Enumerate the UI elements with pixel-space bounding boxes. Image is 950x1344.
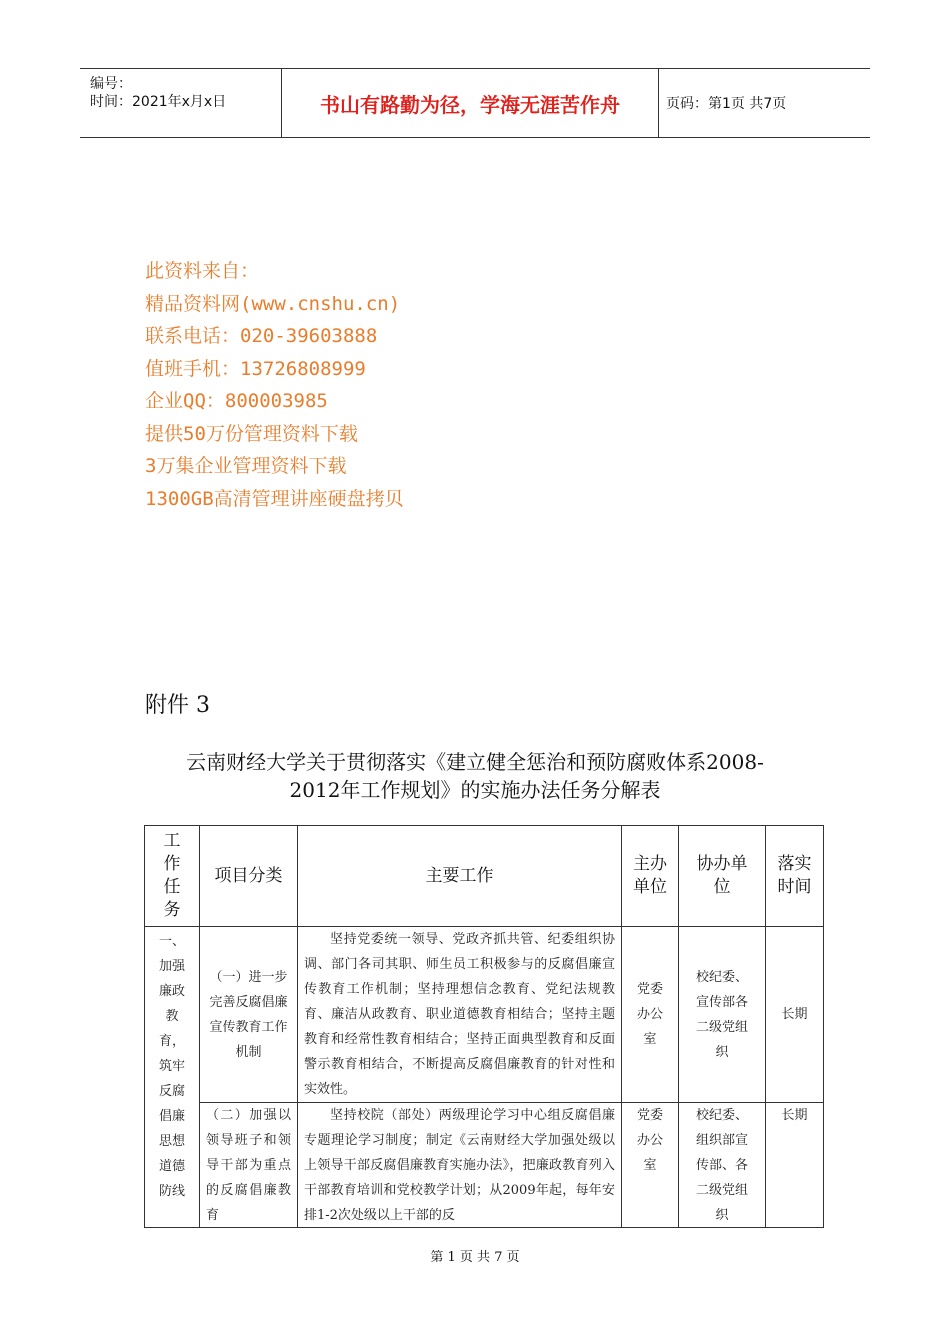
category-cell: （二）加强以领导班子和领导干部为重点的反腐倡廉教育 <box>200 1103 298 1228</box>
table-header-row <box>145 826 824 927</box>
assist-cell: 校纪委、组织部宣传部、各二级党组织 <box>679 1103 766 1228</box>
header-time: 落实时间 <box>766 826 824 927</box>
source-line: 值班手机：13726808999 <box>145 357 366 380</box>
time-cell: 长期 <box>766 927 824 1103</box>
lead-cell: 党委办公室 <box>622 927 679 1103</box>
header-category: 项目分类 <box>200 826 298 927</box>
source-line: 联系电话：020-39603888 <box>145 325 378 347</box>
time-cell: 长期 <box>766 1103 824 1228</box>
category-cell: （一）进一步完善反腐倡廉宣传教育工作机制 <box>200 927 298 1103</box>
header-task: 工作任务 <box>145 826 200 927</box>
header-lead: 主办单位 <box>622 826 679 927</box>
source-line: 3万集企业管理资料下载 <box>145 455 347 477</box>
source-info-block <box>145 255 404 515</box>
document-title <box>110 748 840 804</box>
header-assist: 协办单位 <box>679 826 766 927</box>
header-motto: 书山有路勤为径，学海无涯苦作舟 <box>281 69 659 137</box>
title-line-2: 2012年工作规划》的实施办法任务分解表 <box>289 778 661 802</box>
source-line: 1300GB高清管理讲座硬盘拷贝 <box>145 487 404 510</box>
work-cell: 坚持校院（部处）两级理论学习中心组反腐倡廉专题理论学习制度；制定《云南财经大学加强处级以上领导干部反腐倡廉教育实施办法》，把廉政教育列入干部教育培训和党校教学计划；从2009年起，每年安排1-2次处级以上干部的反 <box>298 1103 622 1228</box>
title-line-1: 云南财经大学关于贯彻落实《建立健全惩治和预防腐败体系2008- <box>186 750 764 774</box>
lead-cell: 党委办公室 <box>622 1103 679 1228</box>
page-footer: 第 1 页 共 7 页 <box>430 1250 520 1265</box>
header-work: 主要工作 <box>298 826 622 927</box>
attachment-label: 附件 3 <box>145 693 210 718</box>
assist-cell: 校纪委、宣传部各二级党组织 <box>679 927 766 1103</box>
source-line: 企业QQ：800003985 <box>145 390 328 412</box>
header-meta <box>80 69 280 137</box>
task-table <box>144 825 824 1228</box>
source-line: 精品资料网(www.cnshu.cn) <box>145 292 401 315</box>
header-page-info: 页码：第1页 共7页 <box>666 96 787 112</box>
work-cell: 坚持党委统一领导、党政齐抓共管、纪委组织协调、部门各司其职、师生员工积极参与的反腐倡廉宣传教育工作机制；坚持理想信念教育、党纪法规教育、廉洁从政教育、职业道德教育相结合；坚持主题教育和经常性教育相结合；坚持正面典型教育和反面警示教育相结合，不断提高反腐倡廉教育的针对性和实效性。 <box>298 927 622 1103</box>
source-line: 提供50万份管理资料下载 <box>145 422 358 445</box>
source-line: 此资料来自： <box>145 260 260 282</box>
task-cell: 一、加强廉政教育，筑牢反腐倡廉思想道德防线 <box>145 927 200 1228</box>
table-row <box>145 1103 824 1228</box>
number-label: 编号： <box>90 76 132 92</box>
table-row <box>145 927 824 1103</box>
time-label: 时间：2021年x月x日 <box>90 94 227 110</box>
page-header <box>80 68 870 138</box>
